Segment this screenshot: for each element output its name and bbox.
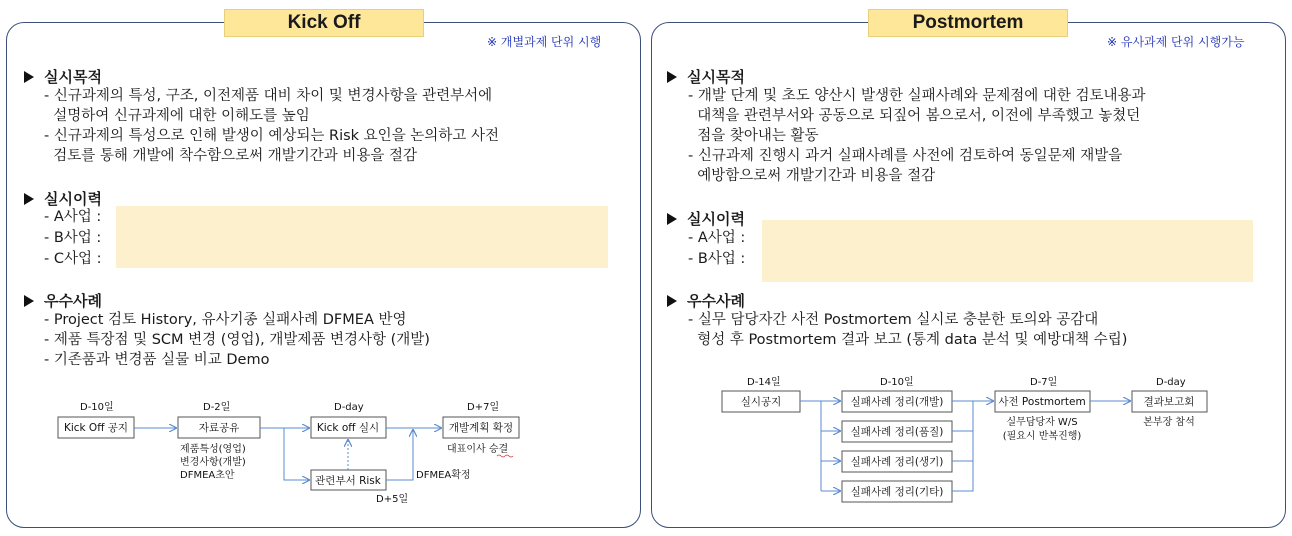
flow-box-label: 사전 Postmortem — [998, 396, 1086, 408]
kickoff-history-line: - C사업 : — [44, 251, 102, 267]
flow-box-label: 관련부서 Risk — [315, 475, 381, 487]
spellcheck-underline — [497, 455, 513, 457]
section-heading: 실시목적 — [44, 68, 102, 86]
flow-day-label: D-14일 — [747, 377, 781, 388]
postmortem-purpose-line: 예방함으로써 개발기간과 비용을 절감 — [688, 168, 936, 184]
postmortem-purpose-line: - 신규과제 진행시 과거 실패사례를 사전에 검토하여 동일문제 재발을 — [688, 148, 1123, 164]
flow-box-label: Kick off 실시 — [316, 422, 380, 434]
flow-note: 대표이사 승결 — [447, 444, 509, 455]
kickoff-purpose-line: 검토를 통해 개발에 착수함으로써 개발기간과 비용을 절감 — [44, 148, 418, 164]
kickoff-purpose-line: - 신규과제의 특성으로 인해 발생이 예상되는 Risk 요인을 논의하고 사전 — [44, 128, 499, 144]
section-heading: 우수사례 — [687, 292, 745, 310]
postmortem-flow — [722, 375, 1207, 502]
kickoff-best-line: - Project 검토 History, 유사기종 실패사례 DFMEA 반영 — [44, 312, 407, 328]
flow-day-label: D+5일 — [376, 494, 409, 505]
flow-day-label: D-2일 — [203, 402, 231, 413]
flow-box-label: 실패사례 정리(기타) — [850, 486, 944, 498]
postmortem-purpose-line: - 개발 단계 및 초도 양산시 발생한 실패사례와 문제점에 대한 검토내용과 — [688, 88, 1146, 104]
flow-note: (필요시 반복진행) — [1002, 431, 1082, 442]
postmortem-history-line: - B사업 : — [688, 251, 746, 267]
flow-connector — [952, 401, 973, 491]
flow-box-label: 실패사례 정리(개발) — [850, 396, 944, 408]
postmortem-best-line: - 실무 담당자간 사전 Postmortem 실시로 충분한 토의와 공감대 — [688, 312, 1099, 328]
flow-box-label: Kick Off 공지 — [63, 422, 129, 434]
flow-box-label: 실패사례 정리(품질) — [850, 426, 944, 438]
flow-day-label: D+7일 — [467, 402, 500, 413]
kickoff-best-line: - 제품 특장점 및 SCM 변경 (영업), 개발제품 변경사항 (개발) — [44, 332, 430, 348]
postmortem-title: Postmortem — [868, 9, 1068, 37]
postmortem-purpose-line: 점을 찾아내는 활동 — [688, 128, 819, 144]
flow-day-label: D-10일 — [880, 377, 914, 388]
kickoff-purpose-line: - 신규과제의 특성, 구조, 이전제품 대비 차이 및 변경사항을 관련부서에 — [44, 88, 493, 104]
flow-box-label: 개발계획 확정 — [448, 422, 514, 434]
flow-note: DFMEA확정 — [416, 470, 471, 481]
postmortem-note: ※ 유사과제 단위 시행가능 — [1107, 35, 1245, 49]
kickoff-flow — [58, 400, 519, 505]
flow-arrow — [284, 428, 309, 480]
flow-day-label: D-day — [334, 402, 364, 413]
section-heading: 실시목적 — [687, 68, 745, 86]
flow-note: 실무담당자 W/S — [1006, 417, 1078, 428]
kickoff-best-line: - 기존품과 변경품 실물 비교 Demo — [44, 352, 270, 368]
flow-note: 본부장 참석 — [1143, 417, 1195, 428]
postmortem-best-line: 형성 후 Postmortem 결과 보고 (통계 data 분석 및 예방대책 수립) — [688, 332, 1128, 348]
flow-box-label: 실시공지 — [740, 396, 782, 408]
flow-arrow — [386, 430, 413, 480]
flow-note: 변경사항(개발) — [180, 457, 246, 468]
flow-box-label: 결과보고회 — [1143, 396, 1195, 408]
flow-box-label: 자료공유 — [198, 422, 240, 434]
kickoff-purpose-line: 설명하여 신규과제에 대한 이해도를 높임 — [44, 108, 310, 124]
postmortem-purpose-line: 대책을 관련부서와 공동으로 되짚어 봄으로서, 이전에 부족했고 놓쳤던 — [688, 108, 1141, 124]
section-heading: 실시이력 — [44, 190, 102, 208]
section-heading: 우수사례 — [44, 292, 102, 310]
kickoff-title: Kick Off — [224, 9, 424, 37]
flow-day-label: D-7일 — [1030, 377, 1058, 388]
flow-note: 제품특성(영업) — [180, 444, 246, 455]
flow-box-label: 실패사례 정리(생기) — [850, 456, 944, 468]
kickoff-history-line: - B사업 : — [44, 230, 102, 246]
flow-note: DFMEA초안 — [180, 470, 235, 481]
flow-day-label: D-10일 — [80, 402, 114, 413]
section-heading: 실시이력 — [687, 210, 745, 228]
kickoff-history-line: - A사업 : — [44, 209, 102, 225]
kickoff-note: ※ 개별과제 단위 시행 — [487, 35, 602, 49]
flow-day-label: D-day — [1156, 377, 1186, 388]
postmortem-history-line: - A사업 : — [688, 230, 746, 246]
